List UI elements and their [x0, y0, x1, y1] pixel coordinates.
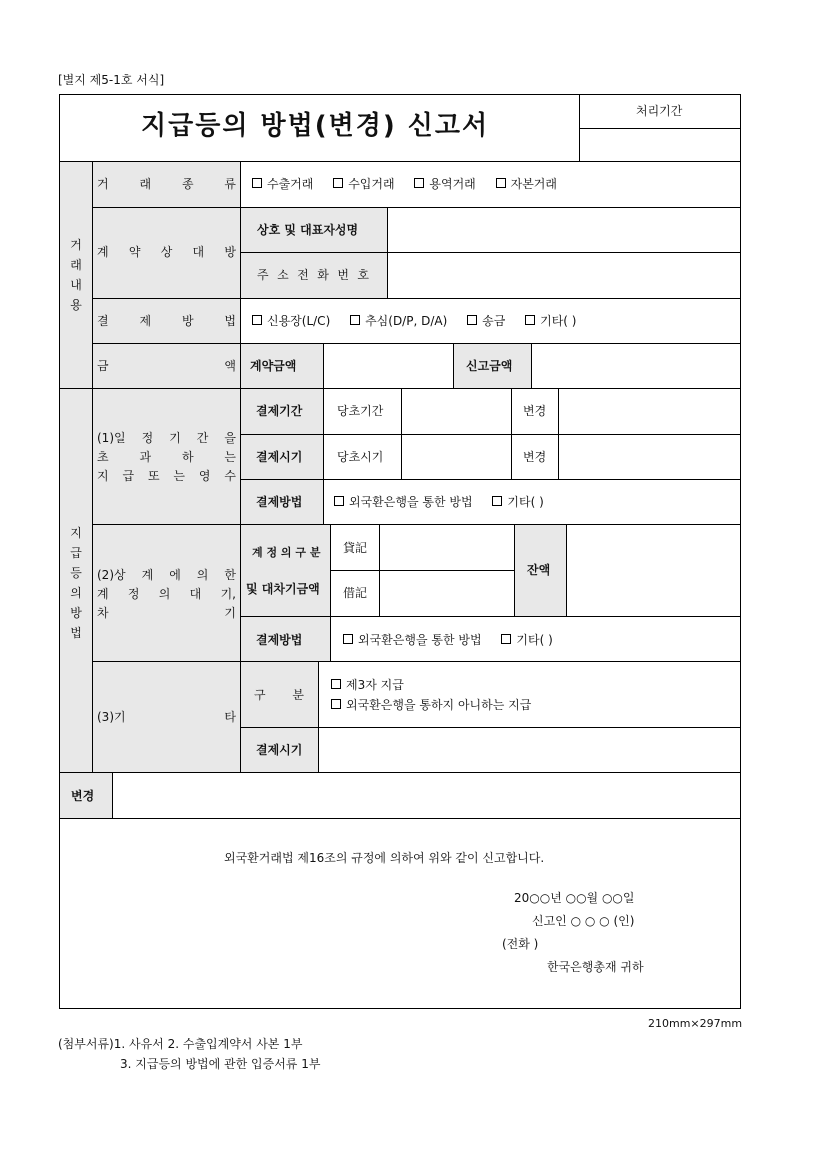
item1-method-label: 결제방법 [256, 495, 303, 509]
transaction-section-label: 거래내용 [70, 238, 82, 312]
checkbox-icon[interactable] [252, 178, 262, 188]
change-label: 변경 [71, 789, 95, 803]
amount-label: 금 액 [97, 359, 236, 373]
payment-section-label: 지급등의방법 [70, 526, 82, 640]
counterparty-label: 계 약 상 대 방 [97, 245, 236, 259]
checkbox-icon[interactable] [350, 315, 360, 325]
transaction-type-options [252, 177, 573, 191]
settlement-method-label: 결 제 방 법 [97, 314, 236, 328]
checkbox-icon[interactable] [501, 634, 511, 644]
debit-field[interactable] [380, 571, 513, 615]
attachments-line2: 3. 지급등의 방법에 관한 입증서류 1부 [120, 1057, 321, 1071]
balance-field[interactable] [567, 525, 739, 616]
phone-line: (전화 ) [502, 937, 539, 951]
item2-account-label-line1: 계 정 의 구 분 [252, 546, 321, 559]
checkbox-icon[interactable] [467, 315, 477, 325]
option-export[interactable]: 수출거래 [252, 177, 313, 191]
checkbox-icon[interactable] [492, 496, 502, 506]
change-field[interactable] [113, 773, 739, 818]
checkbox-icon[interactable] [334, 496, 344, 506]
transaction-type-label: 거 래 종 류 [97, 177, 236, 191]
item1-label-line2: 초 과 하 는 [97, 450, 236, 464]
item3-timing-label: 결제시기 [256, 743, 303, 757]
address-phone-field[interactable] [388, 253, 739, 297]
option-other[interactable]: 기타( ) [525, 314, 576, 328]
checkbox-icon[interactable] [525, 315, 535, 325]
date-line: 20○○년 ○○월 ○○일 [514, 891, 635, 905]
processing-period-label: 처리기간 [636, 104, 683, 118]
item1-change-timing-field[interactable] [559, 435, 739, 479]
item1-original-timing: 당초시기 [337, 450, 384, 464]
item1-original-period: 당초기간 [337, 404, 384, 418]
credit-field[interactable] [380, 525, 513, 569]
option-remittance[interactable]: 송금 [467, 314, 505, 328]
balance-label: 잔액 [527, 563, 551, 577]
item3-option-third-party[interactable]: 제3자 지급 [331, 678, 404, 692]
reported-amount-field[interactable] [532, 344, 739, 388]
item3-label: (3)기 타 [97, 710, 236, 724]
option-other[interactable]: 기타( ) [492, 495, 543, 509]
settlement-method-options [252, 314, 593, 328]
reported-amount-label: 신고금액 [466, 359, 513, 373]
item2-method-label: 결제방법 [256, 633, 303, 647]
name-representative-label: 상호 및 대표자성명 [257, 223, 359, 237]
item1-period-label: 결제기간 [256, 404, 303, 418]
contract-amount-label: 계약금액 [250, 359, 297, 373]
reporter-line: 신고인 ○ ○ ○ (인) [532, 914, 635, 928]
item3-category-label: 구 분 [254, 688, 304, 702]
item2-label-line1: (2)상 계 에 의 한 [97, 568, 236, 582]
checkbox-icon[interactable] [331, 699, 341, 709]
option-lc[interactable]: 신용장(L/C) [252, 314, 330, 328]
checkbox-icon[interactable] [331, 679, 341, 689]
item1-change-timing-label: 변경 [523, 450, 547, 464]
item2-account-label-line2: 및 대차기금액 [246, 582, 320, 596]
item1-original-timing-field[interactable] [402, 435, 511, 479]
form-number-label: [별지 제5-1호 서식] [58, 73, 165, 87]
item2-label-line3: 차 기 [97, 606, 236, 620]
debit-label: 借記 [343, 586, 368, 600]
item1-label-line1: (1)일 정 기 간 을 [97, 431, 236, 445]
checkbox-icon[interactable] [252, 315, 262, 325]
checkbox-icon[interactable] [333, 178, 343, 188]
item1-change-period-field[interactable] [559, 389, 739, 433]
option-fx-bank[interactable]: 외국환은행을 통한 방법 [343, 633, 482, 647]
item1-original-period-field[interactable] [402, 389, 511, 433]
item1-change-period-label: 변경 [523, 404, 547, 418]
contract-amount-field[interactable] [324, 344, 453, 388]
item3-timing-field[interactable] [319, 728, 739, 772]
credit-label: 貸記 [343, 541, 368, 555]
option-fx-bank[interactable]: 외국환은행을 통한 방법 [334, 495, 473, 509]
declaration-text: 외국환거래법 제16조의 규정에 의하여 위와 같이 신고합니다. [224, 851, 545, 865]
item3-option-non-bank[interactable]: 외국환은행을 통하지 아니하는 지급 [331, 698, 531, 712]
option-import[interactable]: 수입거래 [333, 177, 394, 191]
option-service[interactable]: 용역거래 [414, 177, 475, 191]
attachments-line1: (첨부서류)1. 사유서 2. 수출입계약서 사본 1부 [58, 1037, 303, 1051]
option-collection[interactable]: 추심(D/P, D/A) [350, 314, 447, 328]
addressee: 한국은행총재 귀하 [547, 960, 644, 974]
item1-label-line3: 지 급 또 는 영 수 [97, 469, 236, 483]
paper-size: 210mm×297mm [648, 1017, 743, 1030]
option-capital[interactable]: 자본거래 [496, 177, 557, 191]
item2-method-options [343, 633, 569, 647]
item1-timing-label: 결제시기 [256, 450, 303, 464]
checkbox-icon[interactable] [343, 634, 353, 644]
option-other[interactable]: 기타( ) [501, 633, 552, 647]
checkbox-icon[interactable] [414, 178, 424, 188]
item1-method-options [334, 495, 560, 509]
checkbox-icon[interactable] [496, 178, 506, 188]
address-phone-label: 주 소 전 화 번 호 [257, 268, 369, 282]
item2-label-line2: 계 정 의 대 기, [97, 587, 236, 601]
page-title: 지급등의 방법(변경) 신고서 [141, 111, 490, 141]
name-representative-field[interactable] [388, 208, 739, 252]
